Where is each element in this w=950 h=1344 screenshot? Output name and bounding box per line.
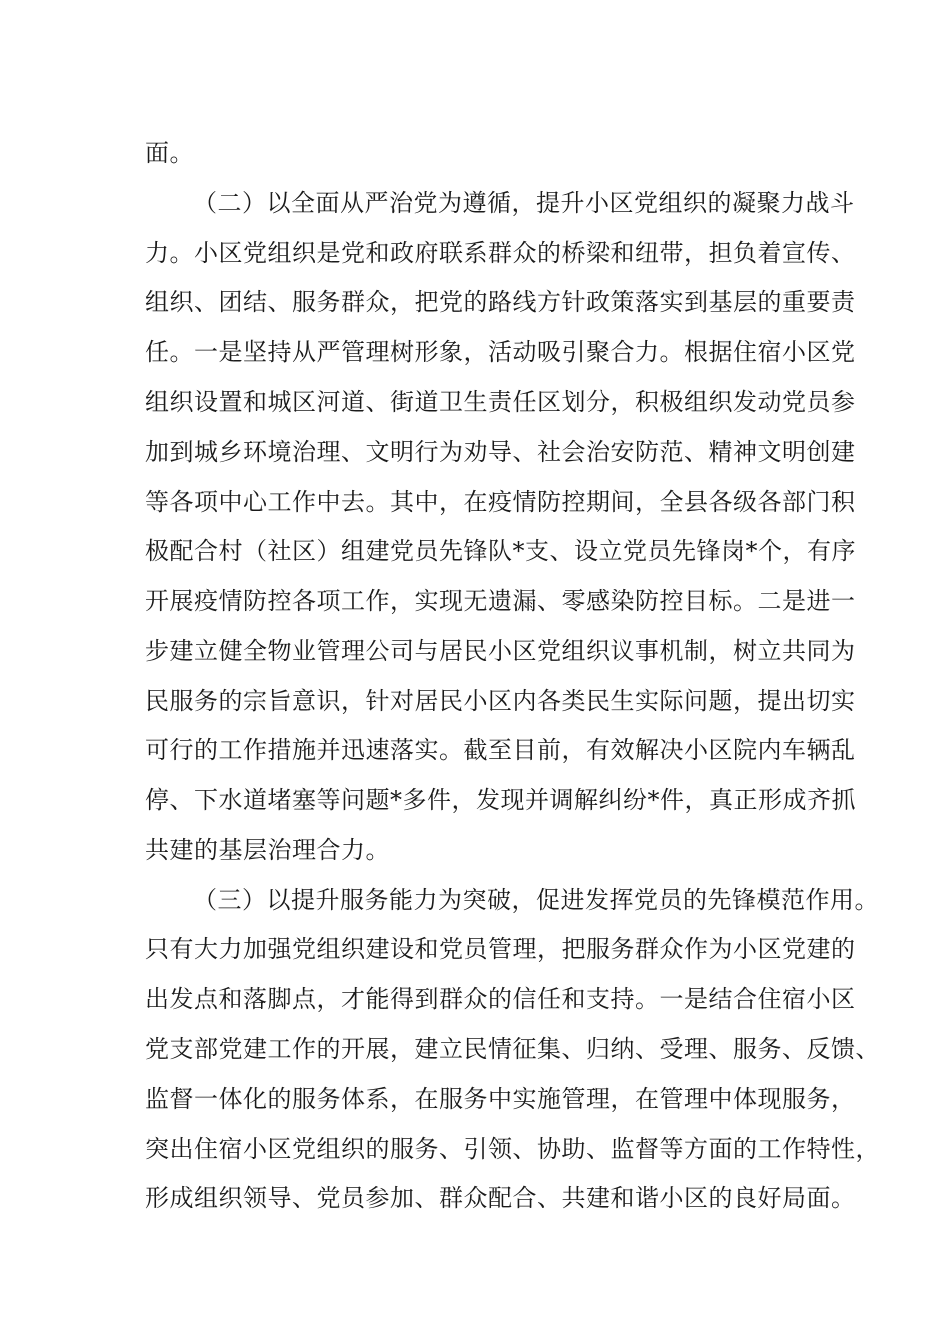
text-line-11: 步建立健全物业管理公司与居民小区党组织议事机制，树立共同为 xyxy=(145,637,856,665)
text-line-8: 等各项中心工作中去。其中，在疫情防控期间，全县各级各部门积 xyxy=(145,488,856,516)
text-line-14: 停、下水道堵塞等问题*多件，发现并调解纠纷*件，真正形成齐抓 xyxy=(145,786,856,814)
text-line-21: 突出住宿小区党组织的服务、引领、协助、监督等方面的工作特性， xyxy=(145,1135,880,1163)
text-line-4: 组织、团结、服务群众，把党的路线方针政策落实到基层的重要责 xyxy=(145,288,856,316)
text-line-7: 加到城乡环境治理、文明行为劝导、社会治安防范、精神文明创建 xyxy=(145,438,856,466)
text-line-15: 共建的基层治理合力。 xyxy=(145,836,390,864)
text-line-1: 面。 xyxy=(145,139,194,167)
text-line-22: 形成组织领导、党员参加、群众配合、共建和谐小区的良好局面。 xyxy=(145,1184,856,1212)
text-line-6: 组织设置和城区河道、街道卫生责任区划分，积极组织发动党员参 xyxy=(145,388,856,416)
text-line-9: 极配合村（社区）组建党员先锋队*支、设立党员先锋岗*个，有序 xyxy=(145,537,856,565)
text-line-13: 可行的工作措施并迅速落实。截至目前，有效解决小区院内车辆乱 xyxy=(145,736,856,764)
text-line-18: 出发点和落脚点，才能得到群众的信任和支持。一是结合住宿小区 xyxy=(145,985,856,1013)
text-line-17: 只有大力加强党组织建设和党员管理，把服务群众作为小区党建的 xyxy=(145,935,856,963)
text-line-3: 力。小区党组织是党和政府联系群众的桥梁和纽带，担负着宣传、 xyxy=(145,239,856,267)
section-heading-3: （三）以提升服务能力为突破，促进发挥党员的先锋模范作用。 xyxy=(193,886,879,914)
text-line-5: 任。一是坚持从严管理树形象，活动吸引聚合力。根据住宿小区党 xyxy=(145,338,856,366)
text-line-10: 开展疫情防控各项工作，实现无遗漏、零感染防控目标。二是进一 xyxy=(145,587,856,615)
section-heading-2: （二）以全面从严治党为遵循，提升小区党组织的凝聚力战斗 xyxy=(193,189,855,217)
text-line-20: 监督一体化的服务体系，在服务中实施管理，在管理中体现服务， xyxy=(145,1085,856,1113)
text-line-12: 民服务的宗旨意识，针对居民小区内各类民生实际问题，提出切实 xyxy=(145,687,856,715)
text-line-19: 党支部党建工作的开展，建立民情征集、归纳、受理、服务、反馈、 xyxy=(145,1035,880,1063)
